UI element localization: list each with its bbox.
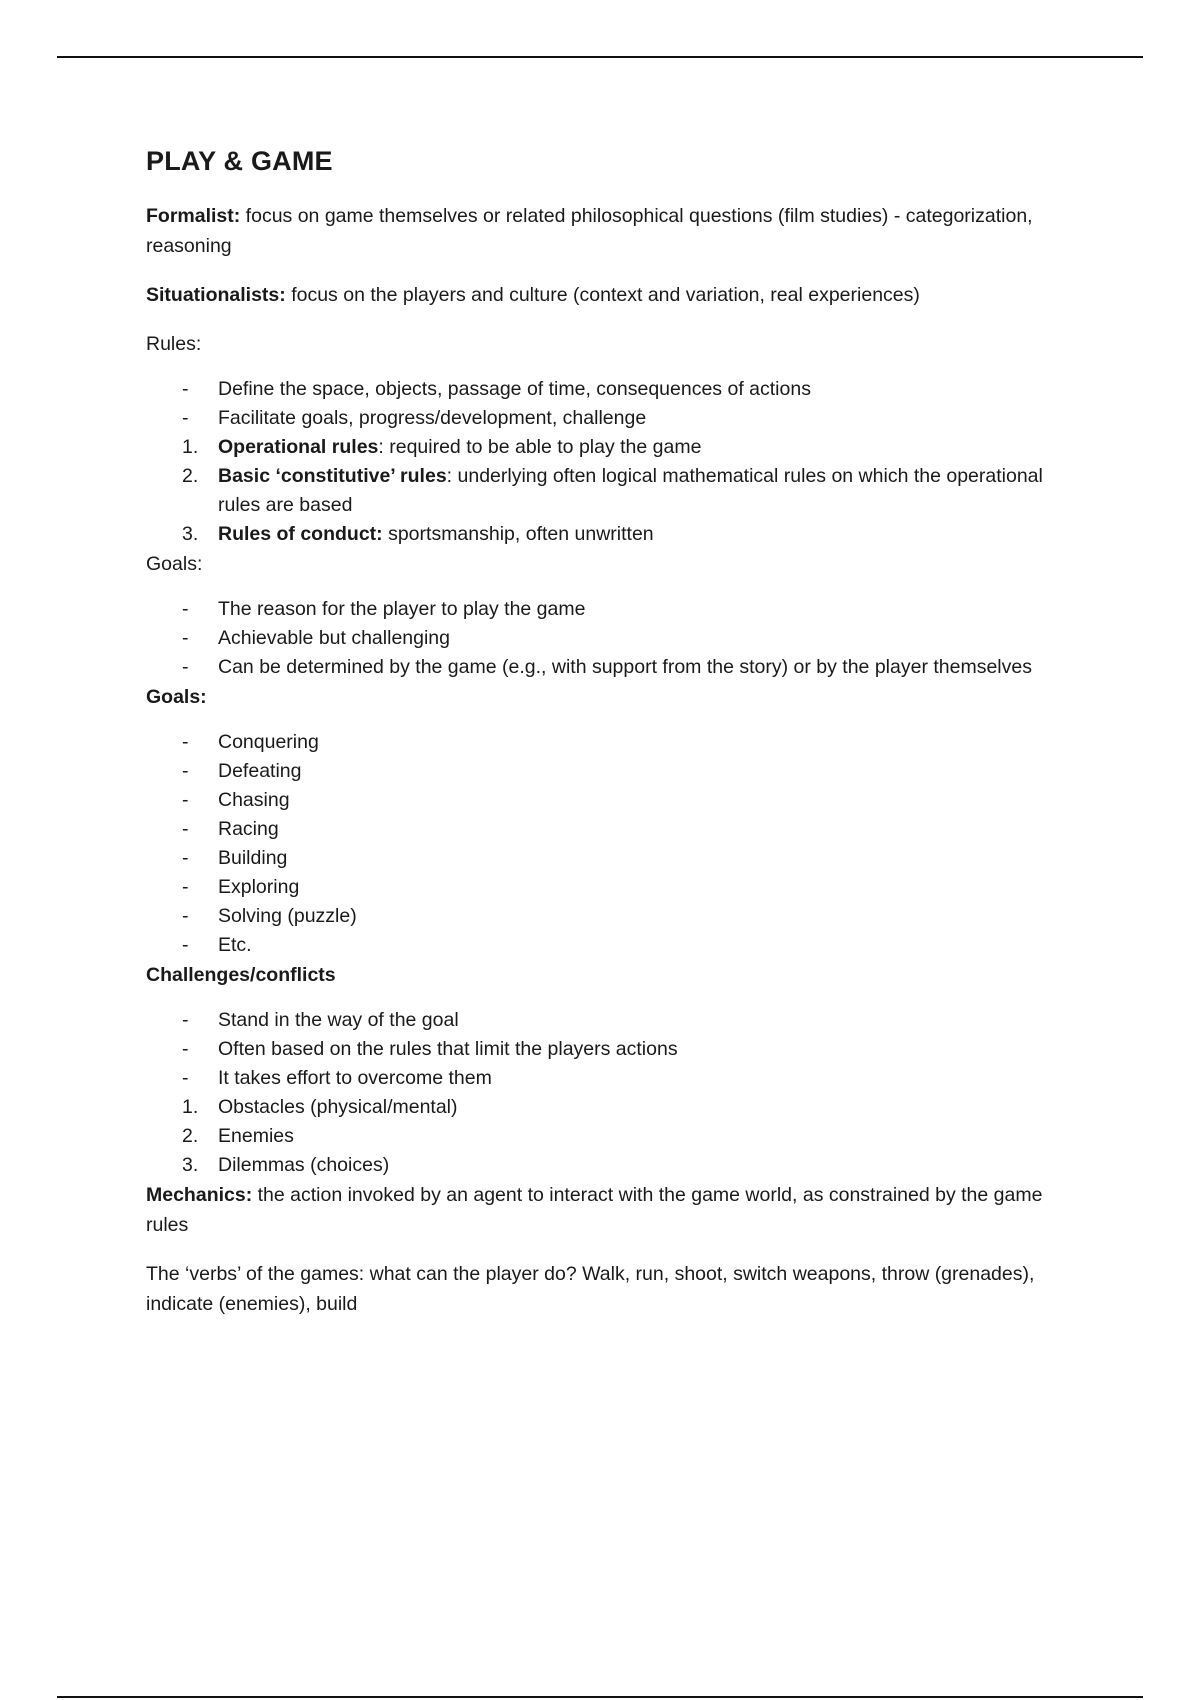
number-marker: 1. [182, 1096, 199, 1118]
list-item [146, 433, 1066, 462]
bullet-marker: - [182, 876, 189, 898]
list-item-text: Conquering [218, 731, 319, 753]
bullet-marker: - [182, 1009, 189, 1031]
formalist-text: focus on game themselves or related philosophical questions (film studies) - categorization, reasoning [146, 205, 1033, 257]
rule-text: : underlying often logical mathematical rules on which the operational rules are based [218, 465, 1043, 516]
bullet-marker: - [182, 1038, 189, 1060]
goals-bullet-list [146, 595, 1066, 682]
goals-types-label [146, 682, 1066, 712]
formalist-paragraph [146, 201, 1066, 261]
list-item-text: Define the space, objects, passage of time, consequences of actions [218, 378, 811, 400]
list-item [146, 931, 1066, 960]
document-body [146, 146, 1066, 1338]
bullet-marker: - [182, 731, 189, 753]
rule-text: sportsmanship, often unwritten [382, 523, 654, 545]
bullet-marker: - [182, 818, 189, 840]
rule-term: Operational rules [218, 436, 379, 458]
number-marker: 3. [182, 1154, 199, 1176]
list-item [146, 404, 1066, 433]
challenges-numbered-list [146, 1093, 1066, 1180]
bullet-marker: - [182, 378, 189, 400]
challenges-label [146, 960, 1066, 990]
challenges-bullet-list [146, 1006, 1066, 1093]
list-item-text: Defeating [218, 760, 302, 782]
list-item [146, 375, 1066, 404]
mechanics-text: the action invoked by an agent to interact with the game world, as constrained by the game rules [146, 1184, 1043, 1236]
list-item [146, 1006, 1066, 1035]
list-item [146, 624, 1066, 653]
situationalists-paragraph [146, 280, 1066, 310]
bullet-marker: - [182, 1067, 189, 1089]
goals-types-term: Goals: [146, 686, 207, 708]
number-marker: 3. [182, 523, 199, 545]
bullet-marker: - [182, 789, 189, 811]
goals-label: Goals: [146, 553, 203, 575]
bullet-marker: - [182, 407, 189, 429]
list-item [146, 595, 1066, 624]
bullet-marker: - [182, 598, 189, 620]
situationalists-text: focus on the players and culture (context and variation, real experiences) [285, 284, 920, 306]
list-item-text: Obstacles (physical/mental) [218, 1096, 458, 1118]
rule-term: Rules of conduct: [218, 523, 383, 545]
rule-term: Basic ‘constitutive’ rules [218, 465, 447, 487]
list-item-text: Achievable but challenging [218, 627, 451, 649]
number-marker: 2. [182, 1125, 199, 1147]
list-item-text: It takes effort to overcome them [218, 1067, 492, 1089]
list-item [146, 1064, 1066, 1093]
list-item-text: Building [218, 847, 288, 869]
list-item [146, 520, 1066, 549]
bullet-marker: - [182, 627, 189, 649]
list-item [146, 873, 1066, 902]
list-item-text: Stand in the way of the goal [218, 1009, 459, 1031]
list-item [146, 728, 1066, 757]
list-item-text: Enemies [218, 1125, 294, 1147]
number-marker: 2. [182, 465, 199, 487]
list-item-text: Can be determined by the game (e.g., with support from the story) or by the player themselves [218, 656, 1032, 678]
list-item [146, 1035, 1066, 1064]
bullet-marker: - [182, 760, 189, 782]
list-item [146, 815, 1066, 844]
bullet-marker: - [182, 934, 189, 956]
list-item-text: Often based on the rules that limit the players actions [218, 1038, 678, 1060]
list-item [146, 786, 1066, 815]
rules-bullet-list [146, 375, 1066, 433]
list-item-text: The reason for the player to play the game [218, 598, 586, 620]
list-item-text: Solving (puzzle) [218, 905, 357, 927]
list-item-text: Etc. [218, 934, 252, 956]
list-item-text: Racing [218, 818, 279, 840]
list-item-text: Exploring [218, 876, 300, 898]
number-marker: 1. [182, 436, 199, 458]
situationalists-term: Situationalists: [146, 284, 286, 306]
list-item [146, 1122, 1066, 1151]
list-item [146, 844, 1066, 873]
list-item [146, 462, 1066, 520]
mechanics-term: Mechanics: [146, 1184, 253, 1206]
rules-label: Rules: [146, 333, 202, 355]
bullet-marker: - [182, 656, 189, 678]
rule-text: : required to be able to play the game [378, 436, 702, 458]
footer-rule [57, 1696, 1143, 1698]
list-item [146, 1151, 1066, 1180]
list-item [146, 653, 1066, 682]
page-title: PLAY & GAME [146, 146, 333, 176]
header-rule [57, 56, 1143, 58]
goal-types-list [146, 728, 1066, 960]
list-item [146, 1093, 1066, 1122]
list-item-text: Dilemmas (choices) [218, 1154, 390, 1176]
rules-numbered-list [146, 433, 1066, 549]
list-item [146, 902, 1066, 931]
list-item [146, 757, 1066, 786]
formalist-term: Formalist: [146, 205, 241, 227]
verbs-paragraph: The ‘verbs’ of the games: what can the player do? Walk, run, shoot, switch weapons, throw (grenades), indicate (enemies), build [146, 1263, 1035, 1315]
list-item-text: Facilitate goals, progress/development, challenge [218, 407, 647, 429]
challenges-term: Challenges/conflicts [146, 964, 336, 986]
bullet-marker: - [182, 847, 189, 869]
list-item-text: Chasing [218, 789, 290, 811]
bullet-marker: - [182, 905, 189, 927]
mechanics-paragraph [146, 1180, 1066, 1240]
